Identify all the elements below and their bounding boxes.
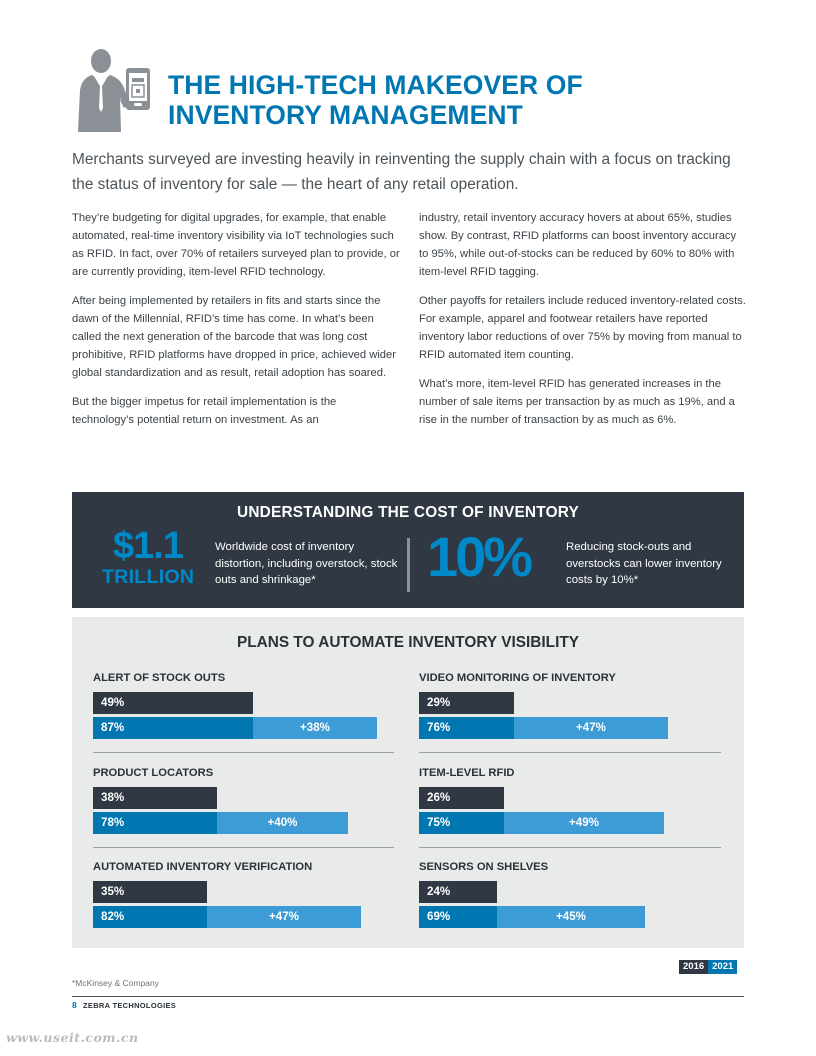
- cost-stat-unit: TRILLION: [102, 566, 195, 588]
- plan-item: [419, 672, 719, 734]
- bar-2016: [93, 692, 253, 714]
- page-title: [168, 70, 583, 130]
- bar-2021: [419, 812, 664, 834]
- cost-stat-description: Worldwide cost of inventory distortion, including overstock, stock outs and shrinkage*: [215, 541, 398, 586]
- chart-legend: [679, 960, 737, 974]
- bar-2016-label: 26%: [427, 791, 451, 804]
- plan-item-title: AUTOMATED INVENTORY VERIFICATION: [93, 861, 313, 873]
- bar-2016-label: 35%: [101, 885, 125, 898]
- watermark: www.useit.com.cn: [6, 1030, 139, 1045]
- plan-item-title: VIDEO MONITORING OF INVENTORY: [419, 672, 616, 684]
- bar-2016-label: 29%: [427, 696, 451, 709]
- body-paragraph: industry, retail inventory accuracy hovers at about 65%, studies show. By contrast, RFID platforms can boost inventory accuracy to 95%, while out-of-stocks can be reduced by 60% to 80% with item-level RFID tagging.: [419, 212, 737, 279]
- plans-panel-title: PLANS TO AUTOMATE INVENTORY VISIBILITY: [236, 634, 580, 651]
- cost-stat-percent: 10%: [427, 525, 531, 588]
- bar-2016: [93, 881, 207, 903]
- body-column-right: [419, 209, 747, 440]
- plan-item: [419, 767, 719, 829]
- bar-2021-label: 87%: [101, 721, 125, 734]
- page-title-line1: THE HIGH-TECH MAKEOVER OF: [168, 70, 583, 100]
- bar-2016-label: 49%: [101, 696, 125, 709]
- divider: [93, 752, 394, 753]
- plan-item: [93, 861, 393, 923]
- body-paragraph: Other payoffs for retailers include reduced inventory-related costs. For example, apparel and footwear retailers have reported inventory labor reductions of over 75% by moving from manual to RFID automated item counting.: [419, 294, 746, 362]
- plan-item-title: ITEM-LEVEL RFID: [419, 767, 515, 779]
- legend-2021: 2021: [708, 960, 737, 974]
- footnote: *McKinsey & Company: [72, 978, 159, 988]
- bar-2021: [93, 717, 377, 739]
- cost-stat-amount: $1.1: [113, 525, 183, 567]
- cost-panel-title: UNDERSTANDING THE COST OF INVENTORY: [237, 504, 579, 521]
- bar-2021-label: 75%: [427, 816, 451, 829]
- body-paragraph: But the bigger impetus for retail implementation is the technology’s potential return on investment. As an: [72, 395, 337, 426]
- bar-2021: [419, 717, 668, 739]
- body-column-left: [72, 209, 400, 440]
- bar-2021-gain: +40%: [217, 812, 348, 834]
- plan-item-title: PRODUCT LOCATORS: [93, 767, 214, 779]
- page-footer: [72, 1000, 176, 1010]
- divider: [93, 847, 394, 848]
- footer-rule: [72, 996, 744, 997]
- legend-2016: 2016: [679, 960, 708, 974]
- divider: [419, 847, 721, 848]
- bar-2021-gain: +47%: [514, 717, 668, 739]
- bar-2016: [419, 787, 504, 809]
- bar-2021-gain: +47%: [207, 906, 361, 928]
- footer-company: ZEBRA TECHNOLOGIES: [83, 1001, 177, 1010]
- bar-2016: [419, 881, 497, 903]
- bar-2021-gain: +45%: [497, 906, 645, 928]
- bar-2021-label: 69%: [427, 910, 451, 923]
- cost-of-inventory-panel: [72, 492, 744, 608]
- bar-2016-label: 24%: [427, 885, 451, 898]
- bar-2021-gain: +49%: [504, 812, 664, 834]
- bar-2016: [419, 692, 514, 714]
- body-paragraph: They’re budgeting for digital upgrades, for example, that enable automated, real-time inventory visibility via IoT technologies such as RFID. In fact, over 70% of retailers surveyed plan to provide, or are currently providing, item-level RFID technology.: [72, 212, 400, 279]
- plans-panel: [72, 617, 744, 948]
- cost-stat-left: [102, 526, 194, 588]
- bar-2021-label: 76%: [427, 721, 451, 734]
- plan-item-title: SENSORS ON SHELVES: [419, 861, 549, 873]
- plan-item: [93, 672, 393, 734]
- bar-2021-label: 82%: [101, 910, 125, 923]
- intro-paragraph: Merchants surveyed are investing heavily in reinventing the supply chain with a focus on tracking the status of inventory for sale — the heart of any retail operation.: [72, 151, 731, 193]
- plan-item: [93, 767, 393, 829]
- divider: [419, 752, 721, 753]
- plan-item: [419, 861, 719, 923]
- bar-2016-label: 38%: [101, 791, 125, 804]
- body-paragraph: After being implemented by retailers in fits and starts since the dawn of the Millennial, RFID’s time has come. In what’s been called the next generation of the barcode that was long cost prohibitive, RFID platforms have dropped in price, achieved wider global standardization and as result, retail adoption has soared.: [72, 294, 396, 380]
- bar-2021: [419, 906, 645, 928]
- person-with-scanner-icon: [70, 48, 152, 134]
- page-number: 8: [72, 1000, 78, 1010]
- page-title-line2: INVENTORY MANAGEMENT: [168, 100, 523, 130]
- cost-divider: [407, 538, 410, 592]
- plan-item-title: ALERT OF STOCK OUTS: [93, 672, 226, 684]
- bar-2016: [93, 787, 217, 809]
- bar-2021: [93, 906, 361, 928]
- cost-stat-description: Reducing stock-outs and overstocks can lower inventory costs by 10%*: [566, 541, 722, 586]
- bar-2021-gain: +38%: [253, 717, 377, 739]
- bar-2021: [93, 812, 348, 834]
- body-paragraph: What’s more, item-level RFID has generated increases in the number of sale items per transaction by as much as 19%, and a rise in the number of transaction by as much as 6%.: [419, 377, 735, 426]
- bar-2021-label: 78%: [101, 816, 125, 829]
